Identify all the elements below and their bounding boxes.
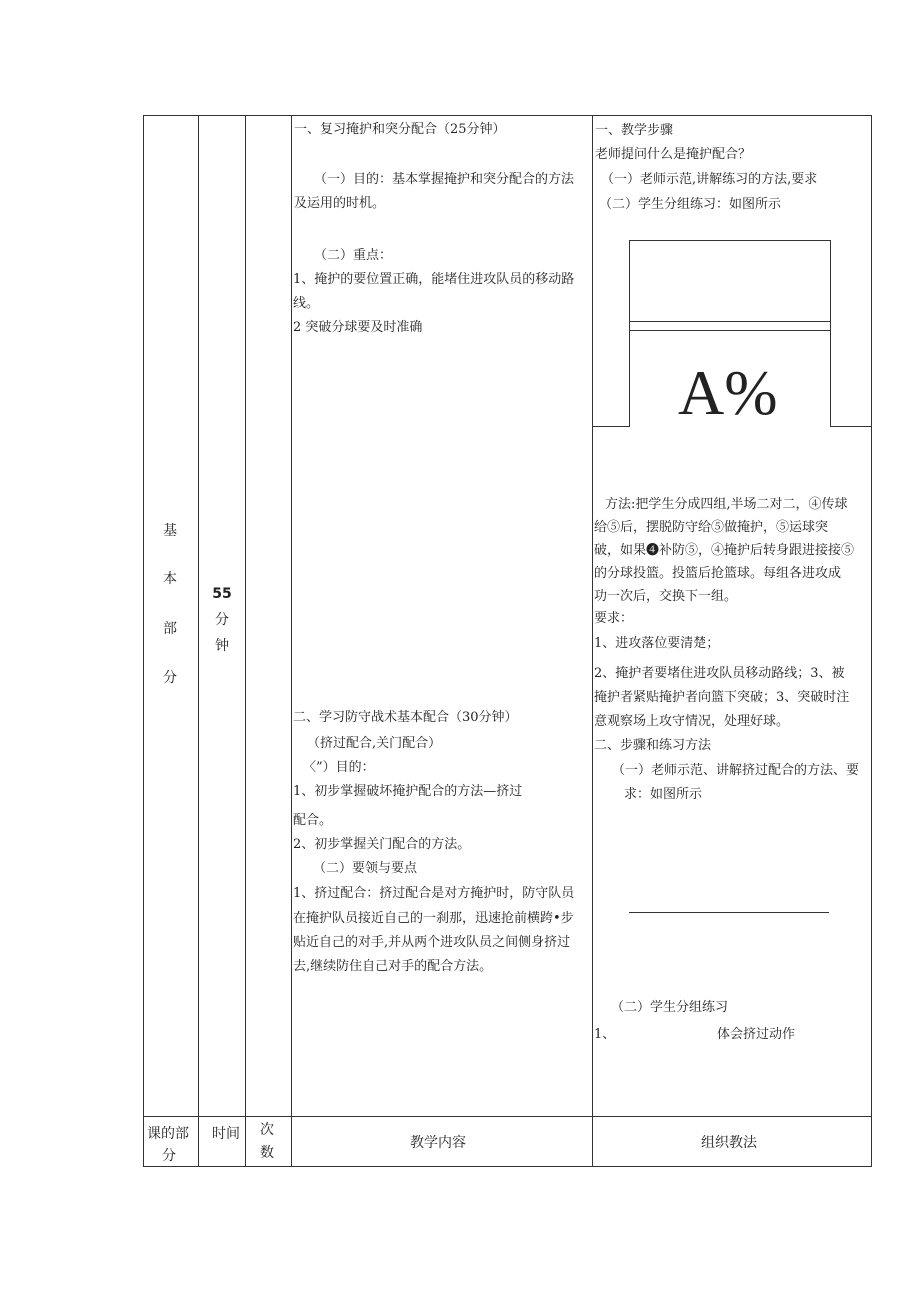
diagram-line-1 — [630, 321, 830, 322]
step2-demo-line1: （一）老师示范、讲解挤过配合的方法、要 — [612, 763, 860, 778]
part1-key1-line1: 1、掩护的要位置正确，能堵住进攻队员的移动路 — [293, 272, 575, 287]
drill-diagram — [629, 240, 831, 427]
diagram-label: A% — [678, 357, 778, 428]
requirement-2-line3: 意观察场上攻守情况，处理好球。 — [594, 714, 790, 729]
method-desc-line5: 功一次后，交换下一组。 — [594, 589, 738, 604]
table-bottom-border — [143, 1166, 872, 1167]
col-border-2 — [245, 115, 246, 1167]
col-border-5 — [871, 115, 872, 1167]
step2-demo-line2: 求：如图所示 — [624, 787, 703, 802]
part1-goal-line2: 及运用的时机。 — [294, 196, 386, 211]
part2-goal2: 2、初步掌握关门配合的方法。 — [293, 837, 471, 852]
method-desc-line3: 破，如果❹补防⑤，④掩护后转身跟进接接⑤ — [594, 543, 855, 558]
method-demo: （一）老师示范,讲解练习的方法,要求 — [601, 172, 818, 187]
diagram-2-line — [629, 912, 829, 913]
header-count-line2: 数 — [260, 1145, 274, 1161]
diagram-line-2 — [630, 330, 830, 331]
section-char-2: 本 — [163, 571, 177, 587]
part1-key-title: （二）重点： — [314, 248, 393, 263]
section-char-4: 分 — [163, 670, 177, 686]
method-desc-line1: 方法:把学生分成四组,半场二对二，④传球 — [605, 497, 848, 512]
header-part-line2: 分 — [162, 1148, 176, 1164]
part2-goal-title: 〈”）目的： — [303, 760, 375, 775]
part2-goal1-line1: 1、初步掌握破坏掩护配合的方法—挤过 — [293, 784, 523, 799]
section-char-3: 部 — [163, 621, 177, 637]
part1-goal-line1: （一）目的：基本掌握掩护和突分配合的方法 — [314, 172, 575, 187]
header-time: 时间 — [212, 1126, 240, 1142]
col-border-3 — [291, 115, 292, 1167]
header-count-line1: 次 — [260, 1122, 274, 1138]
step2-group: （二）学生分组练习 — [611, 1000, 729, 1015]
requirement-1: 1、进攻落位要清楚； — [594, 636, 720, 651]
part1-title: 一、复习掩护和突分配合（25分钟） — [294, 122, 506, 137]
duration-number: 55 — [212, 586, 232, 602]
requirements-title: 要求： — [594, 611, 634, 626]
header-row-top-border — [143, 1116, 872, 1117]
part1-key2-clipped — [290, 318, 590, 335]
duration-unit-2: 钟 — [215, 638, 229, 654]
method-desc-line2: 给⑤后，摆脱防守给⑤做掩护，⑤运球突 — [594, 520, 829, 535]
part2-title: 二、学习防守战术基本配合（30分钟） — [293, 710, 518, 725]
part2-goal1-line2: 配合。 — [293, 813, 333, 828]
method-group: （二）学生分组练习：如图所示 — [599, 197, 782, 212]
method-step-title: 一、教学步骤 — [595, 123, 674, 138]
part1-key1-line2: 线。 — [293, 296, 320, 311]
col-border-1 — [198, 115, 199, 1167]
part2-points-line4: 去,继续防住自己对手的配合方法。 — [293, 959, 493, 974]
header-method: 组织教法 — [701, 1135, 757, 1151]
duration-unit-1: 分 — [215, 612, 229, 628]
header-part-line1: 课的部 — [147, 1126, 189, 1142]
part2-points-line1: 1、挤过配合：挤过配合是对方掩护时，防守队员 — [293, 886, 575, 901]
header-content: 教学内容 — [410, 1135, 466, 1151]
part1-key2-partial: 2 突破分球要及时准确 — [293, 320, 423, 335]
step2-title: 二、步骤和练习方法 — [594, 738, 712, 753]
part2-points-line2: 在掩护队员接近自己的一刹那，迅速抢前横跨•步 — [293, 911, 574, 926]
method-question: 老师提问什么是掩护配合？ — [595, 147, 752, 162]
requirement-2-line2: 掩护者紧贴掩护者向篮下突破；3、突破时注 — [594, 690, 850, 705]
step2-item-text: 体会挤过动作 — [717, 1027, 796, 1042]
part2-points-line3: 贴近自己的对手,并从两个进攻队员之间侧身挤过 — [293, 935, 571, 950]
method-desc-line4: 的分球投篮。投篮后抢篮球。每组各进攻成 — [594, 566, 842, 581]
col-border-0 — [143, 115, 144, 1167]
part2-subtitle: （挤过配合,关门配合） — [307, 736, 442, 751]
col-border-4 — [592, 115, 593, 1167]
section-char-1: 基 — [163, 523, 177, 539]
table-top-border — [143, 115, 872, 116]
requirement-2-line1: 2、掩护者要堵住进攻队员移动路线；3、被 — [594, 666, 845, 681]
step2-item-number: 1、 — [594, 1027, 616, 1042]
part2-points-title: （二）要领与要点 — [313, 861, 418, 876]
